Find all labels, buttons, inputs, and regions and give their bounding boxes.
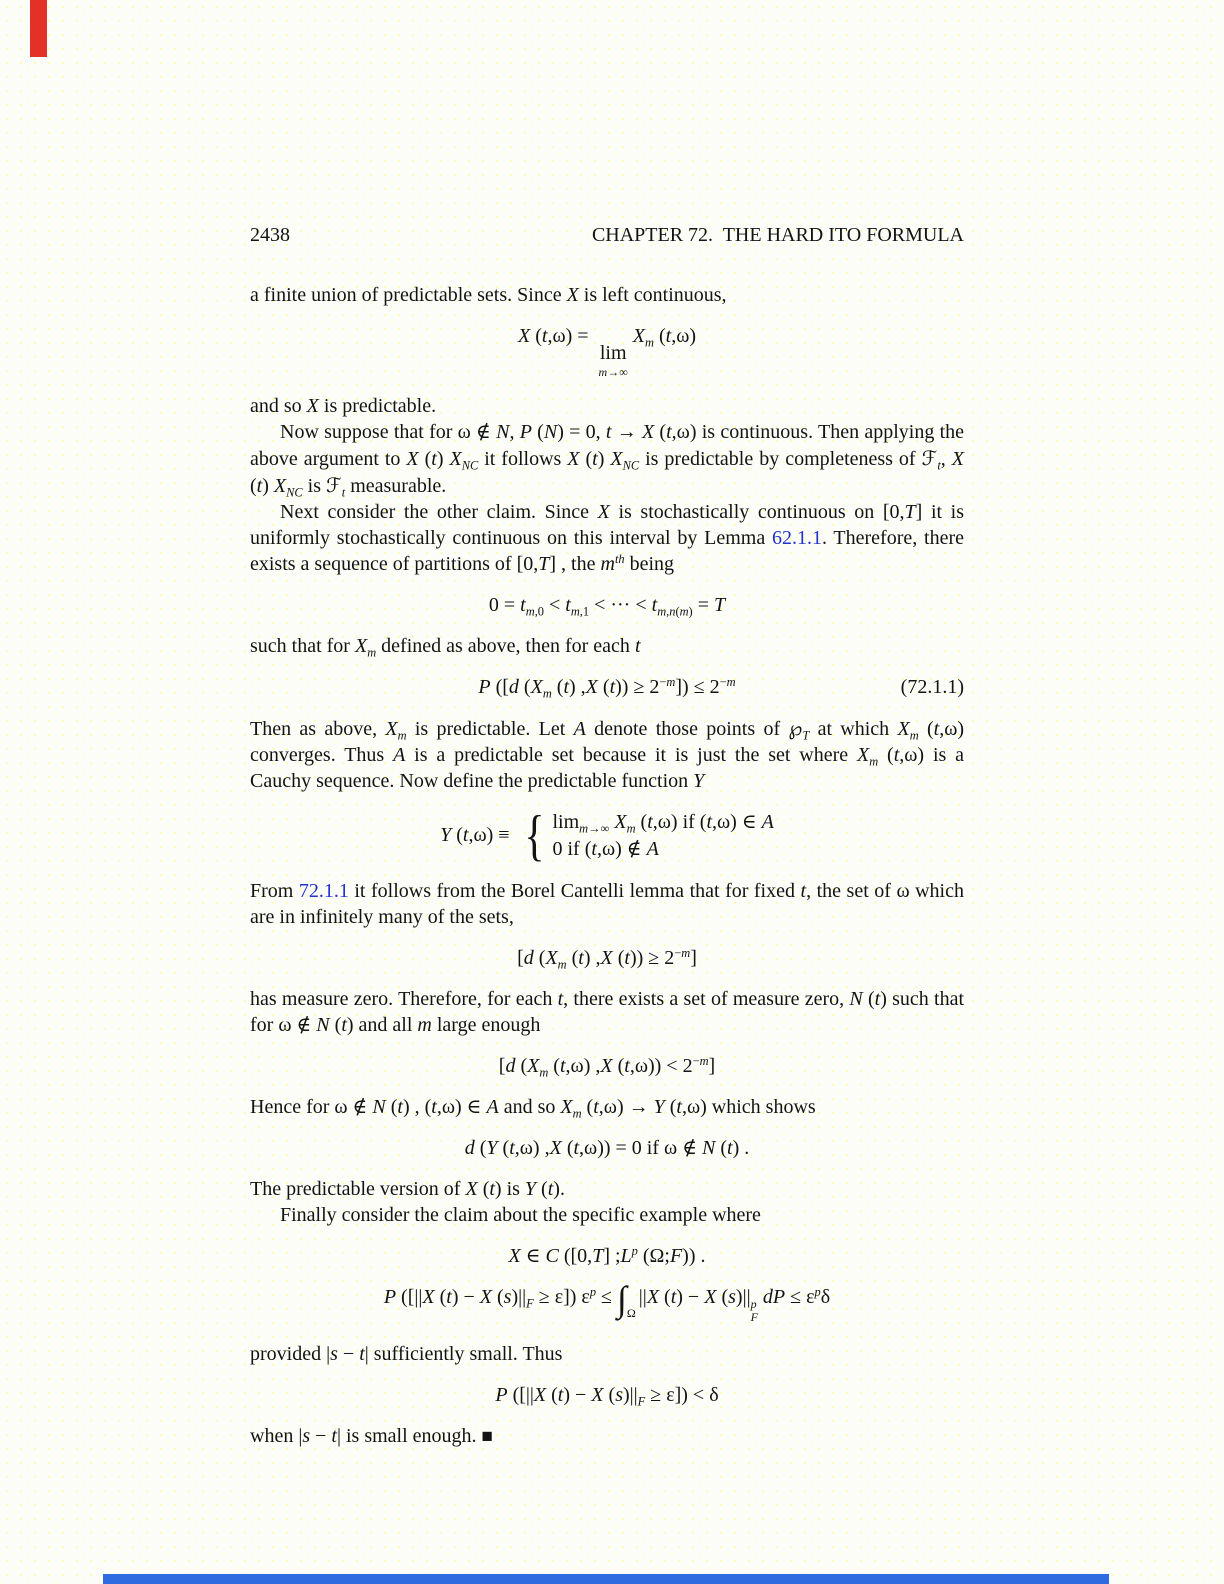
equation-body: Y (t,ω) ≡ { $\lim_{m\to\infty} X_m$ (t,ω) if (t,ω) ∈ A 0 if (t,ω) ∉ A [440, 805, 774, 867]
page-header [250, 222, 964, 248]
paragraph: has measure zero. Therefore, for each t, there exists a set of measure zero, N (t) such that for ω ∉ N (t) and all m large enough [250, 988, 965, 1036]
chapter-title: CHAPTER 72. THE HARD ITO FORMULA [591, 224, 964, 246]
equation-body: P ([||X (t) − X $(s)||_F \ge \varepsilon$]) $\varepsilon^p \le \int_\Omega||X$ (t) − X (s)|| p F dP ≤ $\varepsilon^p\delta$ [383, 1278, 831, 1324]
paragraph: provided |s − t| sufficiently small. Thus [250, 1342, 563, 1365]
paragraph: Now suppose that for ω ∉ N, P (N) = 0, t → X (t,ω) is continuous. Then applying the above argument to X (t) $X_{NC}$ it follows X (t) $X_{NC}$ is predictable by completeness of ℱ$_t$, X (t) $X_{NC}$ is ℱ$_t$ measurable. [250, 421, 964, 500]
display-equation [250, 1243, 964, 1269]
equation-body: X (t,ω) = lim m→∞ $X_m$ (t,ω) [517, 325, 697, 379]
display-equation [250, 945, 964, 971]
paragraph: when |s − t| is small enough. ■ [250, 1424, 494, 1447]
paragraph: Hence for ω ∉ N (t) , (t,ω) ∈ A and so $X_m$ (t,ω) → Y (t,ω) which shows [250, 1096, 816, 1121]
equation-body: P ([||X (t) − X $(s)||_F \ge \varepsilon]) < \delta$ [495, 1383, 719, 1409]
equation-body: X ∈ C ([0,T] $;L^p$ (Ω;F)) . [508, 1244, 706, 1267]
paragraph: Next consider the other claim. Since X is stochastically continuous on [0,T] it is uniformly stochastically continuous on this interval by Lemma 62.1.1. Therefore, there exists a sequence of partitions of [0,T] , the $m^{th}$ being [250, 501, 965, 575]
paragraph: Finally consider the claim about the specific example where [280, 1204, 761, 1226]
ref-link-72-1-1[interactable]: 72.1.1 [298, 880, 349, 902]
page-number: 2438 [250, 224, 290, 246]
paragraph: such that for $X_m$ defined as above, then for each t [250, 635, 641, 660]
equation-body: [d ($X_m$ (t,ω) ,X $(t,\omega)) < 2^{-m}$] [498, 1054, 716, 1080]
equation-body: P ([d ($X_m$ (t) ,X $(t)) \ge 2^{-m}]) \le 2^{-m}$ [478, 675, 736, 701]
equation-body: [d ($X_m$ (t) ,X $(t)) \ge 2^{-m}$] [517, 946, 697, 972]
display-equation [250, 323, 964, 378]
paragraph: Then as above, $X_m$ is predictable. Let A denote those points of $℘_T$ at which $X_m$ (t,ω) converges. Thus A is a predictable set because it is just the set where $X_m$ (t,ω) is a Cauchy sequence. Now define the predictable function Y [250, 716, 965, 792]
progress-bar[interactable] [103, 1574, 1109, 1584]
paragraph: a finite union of predictable sets. Since X is left continuous, [250, 284, 727, 306]
qed-square: ■ [481, 1425, 494, 1447]
page-container [250, 222, 964, 1450]
paragraph: and so X is predictable. [250, 395, 437, 417]
equation-body: $0 = t_{m,0} < t_{m,1}$ < ··· < $t_{m,n(m)} = T$ [488, 594, 726, 619]
display-equation [250, 1135, 964, 1161]
bookmark-marker [30, 0, 47, 57]
display-equation [250, 1278, 964, 1326]
equation-number: (72.1.1) [900, 676, 964, 698]
display-equation [250, 592, 964, 618]
paragraph: The predictable version of X (t) is Y (t). [250, 1178, 565, 1200]
paragraph: From 72.1.1 it follows from the Borel Cantelli lemma that for fixed t, the set of ω which are in infinitely many of the sets, [250, 880, 964, 928]
page-body [250, 282, 964, 1450]
display-equation [250, 1053, 964, 1079]
display-equation [250, 805, 964, 867]
display-equation [250, 1382, 964, 1408]
equation-body: d (Y (t,ω) ,X (t,ω)) = 0 if ω ∉ N (t) . [464, 1137, 750, 1159]
display-equation [250, 674, 964, 700]
ref-link-62-1-1[interactable]: 62.1.1 [772, 527, 822, 549]
